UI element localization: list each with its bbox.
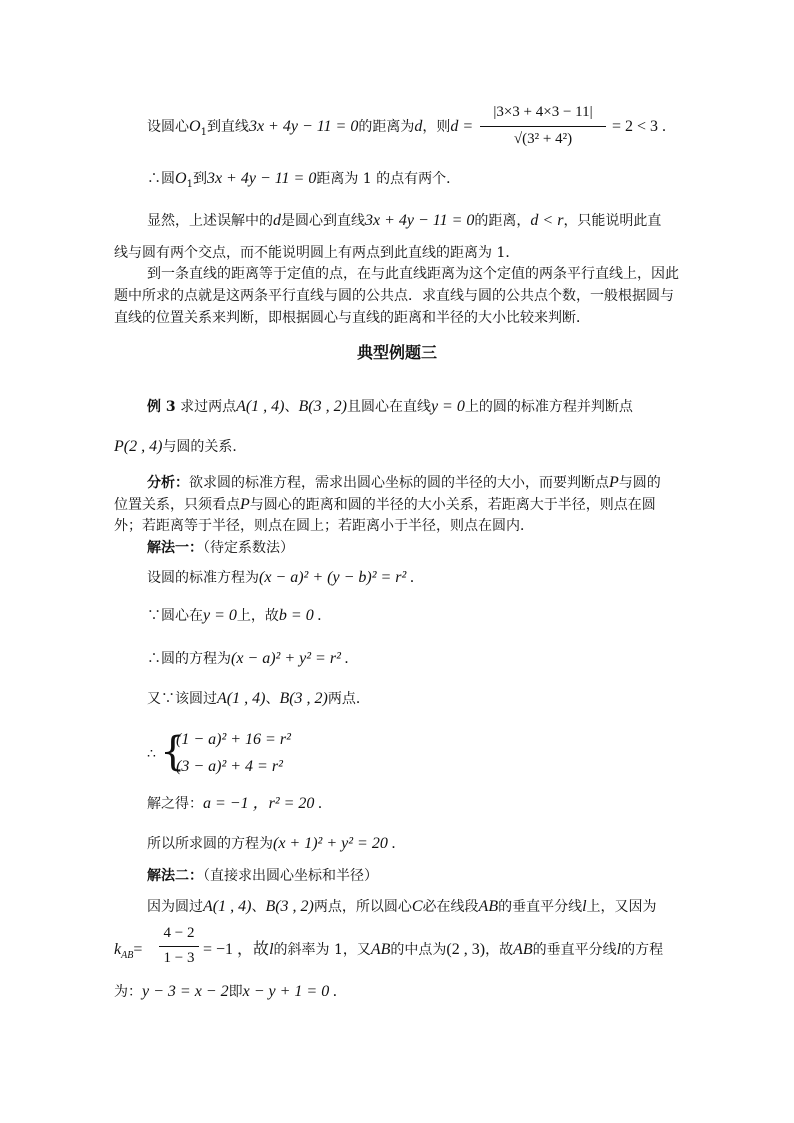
- math-standard-eq: (x − a)² + (y − b)² = r² .: [259, 569, 415, 586]
- solution1-header: [147, 538, 294, 558]
- p2-line: [147, 169, 460, 195]
- sol1-step-3: [147, 649, 349, 669]
- analysis-text: 与圆心的距离和圆的半径的大小关系，若距离大于半径，则点在圆: [249, 497, 656, 513]
- sol2-text: 两点，所以圆心: [313, 899, 412, 915]
- p2-text: 距离为 1 的点有两个．: [316, 171, 461, 187]
- math-l: l: [582, 898, 587, 915]
- analysis-line-3: 外；若距离等于半径，则点在圆上；若距离小于半径，则点在圆内．: [114, 518, 534, 534]
- analysis-text: 位置关系，只须看点: [114, 497, 240, 513]
- p3-text: 显然，上述误解中的: [147, 213, 273, 229]
- ex3-text: 上的圆的标准方程并判断点: [464, 399, 633, 415]
- sol2-text: 的垂直平分线: [498, 899, 583, 915]
- sol1-text: 设圆的标准方程为: [147, 570, 259, 586]
- example3-line-2: [114, 437, 246, 457]
- sol1-text: ∴圆的方程为: [147, 651, 231, 667]
- math-point-p: P(2 , 4): [114, 438, 163, 455]
- math-o1-sub: 1: [186, 178, 193, 190]
- math-k-sub: AB: [121, 949, 134, 961]
- p3-line-1: [147, 211, 661, 231]
- solution2-label: 解法二：: [147, 868, 203, 884]
- p1-text: 到直线: [206, 119, 249, 135]
- distance-fraction-numerator: |3×3 + 4×3 − 11|: [493, 104, 593, 120]
- sol2-line-3: [114, 982, 337, 1002]
- math-point-b: B(3 , 2): [279, 690, 328, 707]
- sol1-text: 上，故: [236, 608, 279, 624]
- sol2-text: 即: [228, 984, 243, 1000]
- math-ab: AB: [370, 941, 391, 958]
- sol1-text: 所以所求圆的方程为: [147, 836, 273, 852]
- p3-text: 的距离，: [474, 213, 531, 229]
- math-p: P: [609, 474, 619, 491]
- math-d: d: [273, 212, 281, 229]
- math-k: k: [114, 941, 122, 958]
- math-l: l: [616, 941, 622, 958]
- sol2-text: 的中点为: [390, 942, 447, 958]
- math-o1-sub: 1: [200, 126, 207, 138]
- math-point-b: B(3 , 2): [265, 898, 314, 915]
- p3-text: 是圆心到直线: [281, 213, 365, 229]
- sol1-text: 解之得：: [147, 796, 203, 812]
- math-y0: y = 0: [430, 398, 465, 415]
- p3-text: ，只能说明此直: [563, 213, 662, 229]
- sol1-step-5: [147, 794, 322, 814]
- sol2-line-1: [147, 897, 657, 917]
- sol2-line-2: [203, 940, 663, 960]
- example-label: 例 3: [147, 399, 176, 415]
- math-c: C: [411, 898, 423, 915]
- solution2-note: （直接求出圆心坐标和半径）: [203, 868, 378, 884]
- therefore-symbol: ∴: [147, 746, 156, 762]
- sol2-text: 、: [251, 899, 266, 915]
- analysis-line-2: [114, 495, 656, 515]
- sol1-text: ∵圆心在: [147, 608, 203, 624]
- p1-text: ，则: [422, 119, 451, 135]
- ex3-text: 且圆心在直线: [346, 399, 431, 415]
- ex3-text: 与圆的关系．: [162, 439, 247, 455]
- math-y0: y = 0: [203, 607, 237, 624]
- sol2-text: 为：: [114, 984, 142, 1000]
- math-final-eq: (x + 1)² + y² = 20 .: [273, 835, 396, 852]
- math-l: l: [269, 941, 274, 958]
- math-line-eq: 3x + 4y − 11 = 0: [365, 212, 475, 229]
- distance-fraction-denominator: √(3² + 4²): [513, 131, 573, 147]
- p4-line-2: 题中所求的点就是这两条平行直线与圆的公共点．求直线与圆的公共点个数，一般根据圆与: [114, 288, 674, 304]
- p1-text: 的距离为: [358, 119, 415, 135]
- analysis-text: 与圆的: [618, 475, 661, 491]
- math-circle-eq: (x − a)² + y² = r² .: [231, 650, 349, 667]
- math-o1: O: [189, 118, 201, 135]
- sol2-text: 因为圆过: [147, 899, 203, 915]
- math-midpoint: (2 , 3): [446, 941, 486, 958]
- sol1-step-4: [147, 689, 370, 709]
- example3-line-1: [147, 397, 633, 417]
- sol1-step-2: [147, 606, 322, 626]
- system-brace: {: [160, 729, 186, 775]
- math-solution: a = −1 ，r² = 20 .: [203, 795, 323, 812]
- sol2-text: = −1 ，故: [203, 941, 270, 958]
- math-point-a: A(1 , 4): [236, 398, 285, 415]
- sol2-text: ，故: [485, 942, 514, 958]
- slope-fraction-numerator: 4 − 2: [163, 925, 195, 941]
- math-b0: b = 0 .: [278, 607, 322, 624]
- system-eq-2: (3 − a)² + 4 = r²: [176, 758, 283, 775]
- p4-line-1: 到一条直线的距离等于定值的点，在与此直线距离为这个定值的两条平行直线上，因此: [147, 266, 679, 282]
- math-d-lt-r: d < r: [530, 212, 564, 229]
- math-p: P: [240, 496, 250, 513]
- sol2-text: 必在线段: [422, 899, 479, 915]
- fraction-bar: [480, 126, 606, 127]
- solution2-header: [147, 866, 378, 886]
- analysis-line-1: [147, 473, 661, 493]
- sol1-text: 两点．: [327, 691, 370, 707]
- math-line-eq-1: y − 3 = x − 2: [142, 983, 229, 1000]
- sol2-text: 的斜率为 1，又: [273, 942, 371, 958]
- math-point-a: A(1 , 4): [217, 690, 266, 707]
- ex3-text: 求过两点: [180, 399, 237, 415]
- p1-text: 设圆心: [147, 119, 189, 135]
- math-point-a: A(1 , 4): [203, 898, 252, 915]
- sol2-text: 的方程: [621, 942, 664, 958]
- p1-line: [147, 117, 473, 143]
- p3-line-2: 线与圆有两个交点，而不能说明圆上有两点到此直线的距离为 1．: [114, 245, 520, 261]
- sol1-text: 、: [265, 691, 280, 707]
- math-line-eq-2: x − y + 1 = 0 .: [242, 983, 338, 1000]
- math-d: d: [414, 118, 423, 135]
- p2-text: 到: [192, 171, 207, 187]
- sol2-text: 的垂直平分线: [532, 942, 617, 958]
- analysis-label: 分析：: [147, 475, 189, 491]
- distance-result: = 2 < 3 .: [612, 118, 667, 135]
- system-eq-1: (1 − a)² + 16 = r²: [176, 731, 291, 748]
- sol1-step-6: [147, 834, 396, 854]
- math-point-b: B(3 , 2): [298, 398, 347, 415]
- ex3-text: 、: [284, 399, 299, 415]
- section-title: 典型例题三: [356, 343, 437, 362]
- sol1-text: 又∵该圆过: [147, 691, 217, 707]
- solution1-note: （待定系数法）: [203, 540, 294, 556]
- sol2-text: 上，又因为: [586, 899, 657, 915]
- sol1-step-1: [147, 568, 414, 588]
- math-line-eq: 3x + 4y − 11 = 0: [248, 118, 359, 135]
- fraction-bar: [159, 946, 199, 947]
- p4-line-3: 直线的位置关系来判断，即根据圆心与直线的距离和半径的大小比较来判断．: [114, 310, 590, 326]
- math-ab: AB: [478, 898, 499, 915]
- math-d-eq: d =: [450, 118, 474, 135]
- math-ab: AB: [513, 941, 533, 958]
- analysis-text: 欲求圆的标准方程，需求出圆心坐标的圆的半径的大小，而要判断点: [189, 475, 609, 491]
- math-line-eq: 3x + 4y − 11 = 0: [206, 170, 317, 187]
- slope-fraction-denominator: 1 − 3: [163, 950, 195, 966]
- math-o1: O: [175, 170, 187, 187]
- slope-label: $k_{AB}=$: [114, 941, 143, 961]
- solution1-label: 解法一：: [147, 540, 203, 556]
- p2-text: ∴圆: [147, 171, 175, 187]
